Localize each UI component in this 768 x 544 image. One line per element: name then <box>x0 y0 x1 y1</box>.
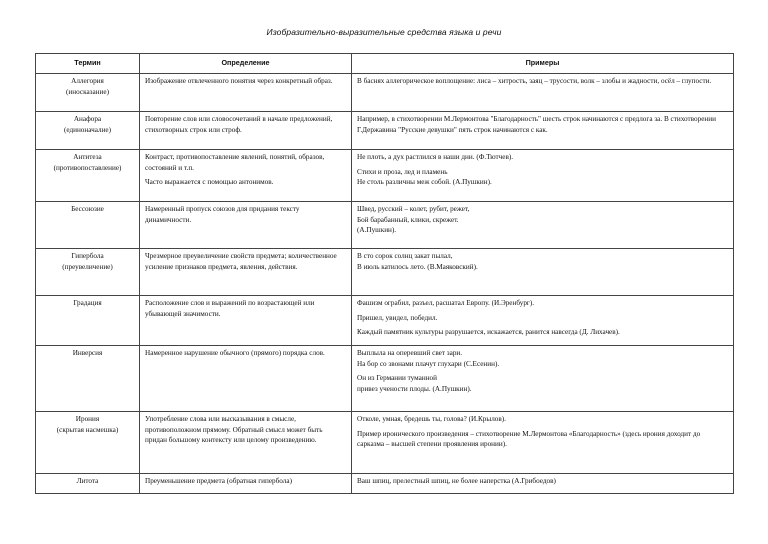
definition-text: Употребление слова или высказывания в смысле, противоположном прямому. Обратный смысл может быть придан большому контексту или целому произведению. <box>145 415 323 445</box>
example-text: Отколе, умная, бредешь ты, голова? (И.Крылов). <box>357 415 506 423</box>
definition-text: Расположение слов и выражений по возрастающей или убывающей значимости. <box>145 299 315 318</box>
examples-cell <box>352 474 734 494</box>
term-name: Анафора <box>73 115 102 123</box>
definition-text: Часто выражается с помощью антонимов. <box>145 178 274 187</box>
definition-text: Преуменьшение предмета (обратная гипербола) <box>145 477 292 485</box>
term-name: Градация <box>73 299 102 307</box>
table-row <box>36 202 734 249</box>
term-cell <box>36 296 140 346</box>
term-alias: (противопоставление) <box>53 163 122 172</box>
term-cell <box>36 74 140 112</box>
examples-cell <box>352 74 734 112</box>
example-text: Он из Германии туманной привез учености плоды. (А.Пушкин). <box>357 374 472 393</box>
term-cell <box>36 474 140 494</box>
example-text: Пример иронического произведения – стихотворение М.Лермонтова «Благодарность» (здесь ирония доходит до сарказма – высшей степени проявления иронии). <box>357 429 701 449</box>
definition-text: Контраст, противопоставление явлений, понятий, образов, состояний и т.п. <box>145 153 325 172</box>
definition-cell <box>140 112 352 150</box>
example-text: В баснях аллегорическое воплощение: лиса – хитрость, заяц – трусости, волк – злобы и жадности, осёл – глупости. <box>357 77 712 85</box>
term-name: Гипербола <box>71 252 104 260</box>
table-row <box>36 112 734 150</box>
examples-cell <box>352 112 734 150</box>
definition-text: Намеренное нарушение обычного (прямого) порядка слов. <box>145 349 325 357</box>
example-text: Не плоть, а дух растлился в наши дни. (Ф.Тютчев). <box>357 153 514 161</box>
definition-cell <box>140 150 352 202</box>
definition-text: Повторение слов или словосочетаний в начале предложений, стихотворных строк или строф. <box>145 115 333 134</box>
table-row <box>36 346 734 412</box>
term-cell <box>36 202 140 249</box>
example-text: Выплыла на оперевший свет зари. На бор со звонами плачут глухари (С.Есенин). <box>357 349 500 368</box>
definition-cell <box>140 474 352 494</box>
definition-text: Намеренный пропуск союзов для придания тексту динамичности. <box>145 205 300 224</box>
term-name: Ирония <box>75 415 100 423</box>
term-name: Инверсия <box>72 349 103 357</box>
term-alias: (скрытая насмешка) <box>56 425 119 434</box>
examples-cell <box>352 412 734 474</box>
example-text: Например, в стихотворении М.Лермонтова "Благодарность" шесть строк начинаются с предлога за. В стихотворении Г.Державина "Русские девушки" пять строк начинаются с как. <box>357 115 716 134</box>
definition-text: Изображение отвлеченного понятия через конкретный образ. <box>145 77 333 85</box>
term-alias: (единоначалие) <box>63 125 112 134</box>
examples-cell <box>352 249 734 296</box>
definition-cell <box>140 412 352 474</box>
term-alias: (преувеличение) <box>62 262 113 271</box>
table-row <box>36 474 734 494</box>
table-row <box>36 412 734 474</box>
example-text: Фашизм ограбил, разъел, расшатал Европу. (И.Эренбург). <box>357 299 535 307</box>
example-text: Каждый памятник культуры разрушается, искажается, ранится навсегда (Д. Лихачев). <box>357 328 620 337</box>
definition-cell <box>140 202 352 249</box>
definition-cell <box>140 296 352 346</box>
examples-cell <box>352 346 734 412</box>
example-text: Швед, русский – колет, рубит, режет, Бой барабанный, клики, скрежет. (А.Пушкин). <box>357 205 470 235</box>
example-text: В сто сорок солнц закат пылал, В июль катилось лето. (В.Маяковский). <box>357 252 478 271</box>
definition-cell <box>140 346 352 412</box>
header-term: Термин <box>36 54 140 74</box>
definition-cell <box>140 74 352 112</box>
term-cell <box>36 249 140 296</box>
term-cell <box>36 346 140 412</box>
term-cell <box>36 412 140 474</box>
table-row <box>36 74 734 112</box>
table-row <box>36 150 734 202</box>
examples-cell <box>352 296 734 346</box>
term-cell <box>36 150 140 202</box>
term-name: Антитеза <box>73 153 102 161</box>
example-text: Ваш шпиц, прелестный шпиц, не более наперстка (А.Грибоедов) <box>357 477 556 485</box>
term-cell <box>36 112 140 150</box>
header-definition: Определение <box>140 54 352 74</box>
term-name: Аллегория <box>71 77 104 85</box>
examples-cell <box>352 150 734 202</box>
table-header-row <box>36 54 734 74</box>
term-alias: (иносказание) <box>66 87 109 96</box>
example-text: Стихи и проза, лед и пламень Не столь различны меж собой. (А.Пушкин). <box>357 167 492 187</box>
examples-cell <box>352 202 734 249</box>
table-row <box>36 296 734 346</box>
term-name: Литота <box>76 477 99 485</box>
term-name: Бессоюзие <box>71 205 104 213</box>
table-row <box>36 249 734 296</box>
terms-table <box>35 53 734 494</box>
header-examples: Примеры <box>352 54 734 74</box>
definition-text: Чрезмерное преувеличение свойств предмета; количественное усиление признаков предмета, явления, действия. <box>145 252 337 271</box>
example-text: Пришел, увидел, победил. <box>357 313 438 322</box>
document-title: Изобразительно-выразительные средства языка и речи <box>266 27 502 37</box>
definition-cell <box>140 249 352 296</box>
